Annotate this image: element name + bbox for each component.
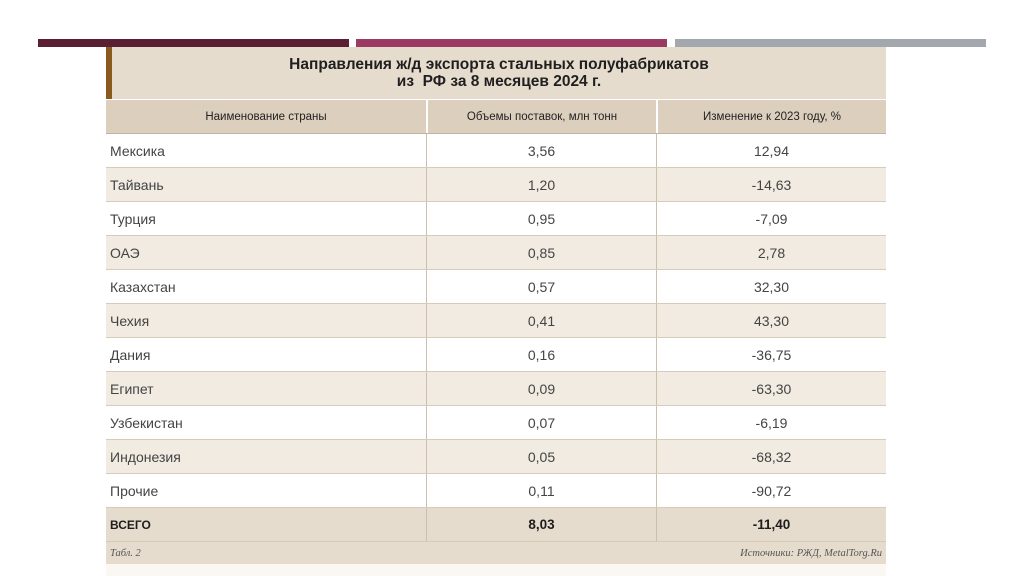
table-row (106, 304, 886, 338)
table-row (106, 236, 886, 270)
change-cell: -14,63 (656, 168, 886, 201)
source-note: Источники: РЖД, MetalTorg.Ru (740, 547, 882, 559)
table-row (106, 372, 886, 406)
table-title-block (106, 47, 886, 99)
country-cell: Египет (110, 380, 154, 397)
country-cell: Индонезия (110, 448, 181, 465)
volume-cell: 0,16 (426, 338, 656, 371)
table-row (106, 474, 886, 508)
change-cell: -90,72 (656, 474, 886, 507)
column-header-change: Изменение к 2023 году, % (656, 100, 886, 133)
table-title-line-2: из РФ за 8 месяцев 2024 г. (396, 73, 602, 90)
change-cell: 32,30 (656, 270, 886, 303)
total-change-cell: -11,40 (656, 508, 886, 541)
country-cell: Казахстан (110, 278, 176, 295)
country-cell: Тайвань (110, 176, 164, 193)
table-title-line-1: Направления ж/д экспорта стальных полуфабрикатов (289, 56, 709, 73)
top-accent-bar-2 (356, 39, 667, 47)
change-cell: 12,94 (656, 134, 886, 167)
table-footer (106, 542, 886, 564)
table-row (106, 440, 886, 474)
country-cell: Прочие (110, 482, 159, 499)
table-row (106, 406, 886, 440)
table-card (106, 47, 886, 576)
table-row (106, 168, 886, 202)
table-row (106, 338, 886, 372)
change-cell: -68,32 (656, 440, 886, 473)
volume-cell: 0,57 (426, 270, 656, 303)
country-cell: Мексика (110, 142, 165, 159)
country-cell: Турция (110, 210, 156, 227)
change-cell: -7,09 (656, 202, 886, 235)
total-label-cell: ВСЕГО (110, 517, 151, 532)
top-accent-bar-3 (675, 39, 986, 47)
country-cell: Дания (110, 346, 151, 363)
column-header-row (106, 99, 886, 134)
change-cell: -36,75 (656, 338, 886, 371)
volume-cell: 1,20 (426, 168, 656, 201)
column-header-volume: Объемы поставок, млн тонн (426, 100, 656, 133)
country-cell: Узбекистан (110, 414, 183, 431)
total-row (106, 508, 886, 542)
volume-cell: 0,85 (426, 236, 656, 269)
change-cell: 43,30 (656, 304, 886, 337)
volume-cell: 0,41 (426, 304, 656, 337)
country-cell: ОАЭ (110, 244, 140, 261)
country-cell: Чехия (110, 312, 150, 329)
volume-cell: 3,56 (426, 134, 656, 167)
volume-cell: 0,05 (426, 440, 656, 473)
table-number-label: Табл. 2 (110, 547, 141, 559)
table-row (106, 134, 886, 168)
volume-cell: 0,95 (426, 202, 656, 235)
column-header-country: Наименование страны (205, 110, 327, 123)
table-row (106, 270, 886, 304)
top-accent-bar-1 (38, 39, 349, 47)
table-body (106, 134, 886, 542)
volume-cell: 0,11 (426, 474, 656, 507)
volume-cell: 0,09 (426, 372, 656, 405)
change-cell: 2,78 (656, 236, 886, 269)
table-row (106, 202, 886, 236)
change-cell: -63,30 (656, 372, 886, 405)
change-cell: -6,19 (656, 406, 886, 439)
volume-cell: 0,07 (426, 406, 656, 439)
total-volume-cell: 8,03 (426, 508, 656, 541)
